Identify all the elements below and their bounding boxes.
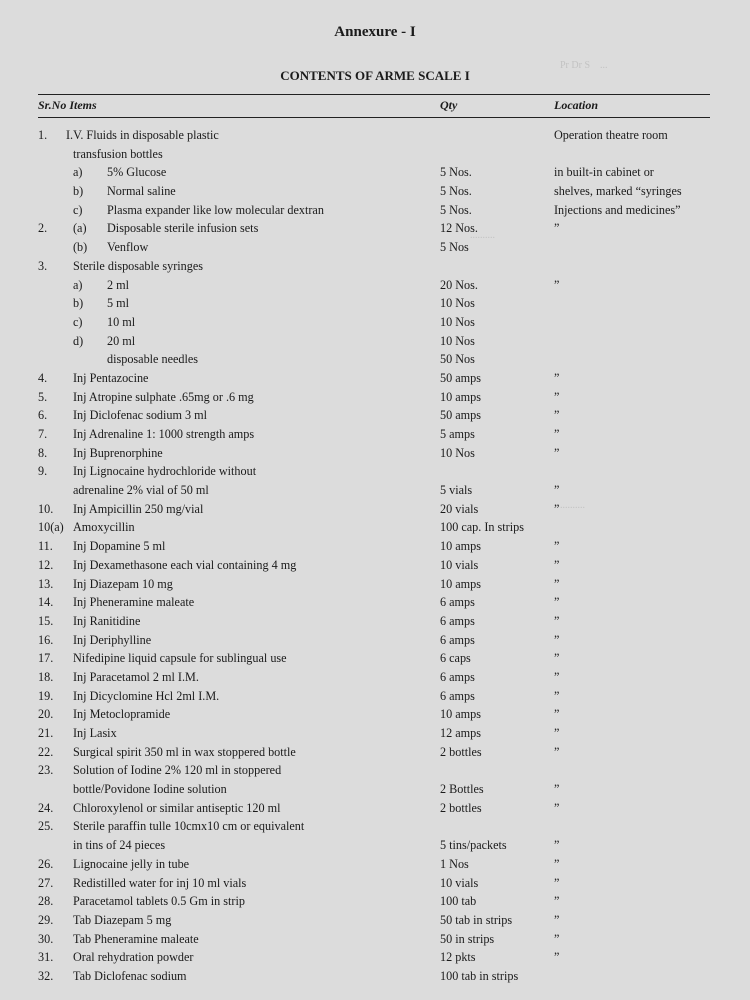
table-row [0,332,750,351]
item-quantity: 100 tab [440,894,477,909]
table-row [0,313,750,332]
table-row [0,817,750,836]
item-quantity: 12 amps [440,726,481,740]
item-subletter: c) [73,314,83,329]
item-description: Inj Buprenorphine [73,445,163,460]
item-description: Inj Dexamethasone each vial containing 4 mg [73,557,297,572]
table-row [0,481,750,500]
item-quantity: 10 Nos [440,314,475,329]
table-row [0,855,750,874]
item-quantity: 20 Nos. [440,277,478,292]
item-description: 5 ml [107,296,130,311]
table-row [0,500,750,519]
table-row [0,724,750,743]
item-quantity: 6 amps [440,595,475,610]
item-quantity: 50 in strips [440,931,495,946]
item-quantity: 6 caps [440,651,471,666]
item-location: ” [554,950,560,965]
table-row [0,201,750,220]
item-location: ” [554,744,560,759]
item-description: adrenaline 2% vial of 50 ml [73,483,209,498]
table-row [0,238,750,257]
item-description: transfusion bottles [73,146,163,161]
item-location: ” [554,651,560,666]
table-row [0,145,750,164]
item-location: ” [554,800,560,815]
item-description: Solution of Iodine 2% 120 ml in stoppered [73,763,282,778]
item-location: ” [554,931,560,946]
item-number: 29. [38,912,54,927]
item-quantity: 50 amps [440,370,481,385]
item-quantity: 10 amps [440,389,481,404]
item-subletter: (a) [73,221,87,236]
item-number: 11. [38,539,53,554]
item-quantity: 6 amps [440,613,475,628]
item-quantity: 10 Nos [440,333,475,348]
item-description: Tab Diazepam 5 mg [73,912,172,927]
table-row [0,425,750,444]
item-subletter: (b) [73,240,88,255]
table-row [0,126,750,145]
item-number: 19. [38,688,54,703]
item-description: Plasma expander like low molecular dextran [107,202,324,217]
item-location: ” [554,875,560,890]
item-location: ” [554,483,560,498]
item-quantity: 20 vials [440,501,479,516]
header-top-rule [38,94,710,95]
item-quantity: 12 pkts [440,950,476,965]
table-row [0,444,750,463]
item-quantity: 10 Nos [440,445,475,460]
item-description: Inj Atropine sulphate .65mg or .6 mg [73,389,254,404]
item-location: ” [554,557,560,572]
item-location: ” [554,669,560,684]
item-quantity: 10 vials [440,557,479,572]
table-row [0,874,750,893]
item-description: Nifedipine liquid capsule for sublingual use [73,651,287,666]
table-row [0,930,750,949]
item-subletter: c) [73,202,83,217]
table-row [0,219,750,238]
item-number: 23. [38,763,54,778]
item-description: Disposable sterile infusion sets [107,221,259,236]
table-row [0,462,750,481]
item-number: 30. [38,931,54,946]
item-subletter: d) [73,333,84,348]
item-location: in built-in cabinet or [554,165,654,180]
item-location: ” [554,894,560,909]
item-description: disposable needles [107,352,199,367]
item-quantity: 50 tab in strips [440,912,513,927]
item-description: Sterile disposable syringes [73,258,203,273]
item-location: ” [554,389,560,404]
column-header-items: Sr.No Items [38,98,97,112]
item-description: Inj Ampicillin 250 mg/vial [73,501,204,516]
item-location: ” [554,688,560,703]
item-location: ” [554,856,560,871]
table-row [0,761,750,780]
item-location: ” [554,277,560,292]
table-row [0,799,750,818]
table-row [0,948,750,967]
item-location: ” [554,408,560,423]
item-number: 21. [38,726,54,740]
item-description: 5% Glucose [107,165,167,180]
item-number: 5. [38,389,48,404]
item-description: Inj Lasix [73,726,117,740]
item-number: 24. [38,800,54,815]
contents-table [0,126,750,986]
item-description: Normal saline [107,184,176,199]
item-subletter: b) [73,184,84,199]
item-number: 13. [38,576,54,591]
table-row [0,257,750,276]
table-row [0,911,750,930]
item-number: 7. [38,427,48,441]
item-quantity: 5 Nos. [440,184,472,199]
table-row [0,967,750,986]
item-subletter: a) [73,165,83,180]
table-row [0,631,750,650]
item-quantity: 6 amps [440,632,475,647]
item-location: ” [554,595,560,610]
item-description: Oral rehydration powder [73,950,194,965]
item-quantity: 100 tab in strips [440,968,519,983]
item-description: Inj Metoclopramide [73,707,171,722]
item-quantity: 5 vials [440,483,473,498]
table-row [0,163,750,182]
table-row [0,649,750,668]
table-row [0,892,750,911]
item-description: Inj Diclofenac sodium 3 ml [73,408,208,423]
item-quantity: 10 amps [440,539,481,554]
item-description: Redistilled water for inj 10 ml vials [73,875,247,890]
table-row [0,668,750,687]
item-description: 2 ml [107,277,130,292]
item-quantity: 50 Nos [440,352,475,367]
item-number: 17. [38,651,54,666]
item-number: 25. [38,819,54,834]
item-description: Inj Dopamine 5 ml [73,539,166,554]
item-location: ” [554,501,560,516]
table-row [0,276,750,295]
table-row [0,406,750,425]
item-number: 22. [38,744,54,759]
item-location: ” [554,838,560,853]
table-row [0,705,750,724]
item-number: 4. [38,370,48,385]
item-number: 14. [38,595,54,610]
table-row [0,780,750,799]
column-header-qty: Qty [440,98,458,112]
item-quantity: 5 amps [440,427,475,441]
item-quantity: 5 Nos [440,240,469,255]
item-description: Inj Lignocaine hydrochloride without [73,464,257,479]
table-row [0,388,750,407]
item-location: ” [554,427,560,441]
item-quantity: 2 Bottles [440,782,484,797]
item-description: Inj Pentazocine [73,370,149,385]
item-description: Tab Pheneramine maleate [73,931,199,946]
item-quantity: 2 bottles [440,744,482,759]
item-number: 15. [38,613,54,628]
item-quantity: 50 amps [440,408,481,423]
table-row [0,537,750,556]
header-bottom-rule [38,117,710,118]
item-location: shelves, marked “syringes [554,184,682,199]
table-row [0,743,750,762]
item-number: 6. [38,408,48,423]
bleed-through-texture: Pr Dr S ... [560,60,608,71]
item-quantity: 100 cap. In strips [440,520,524,535]
item-description: Inj Dicyclomine Hcl 2ml I.M. [73,688,220,703]
item-number: 1. [38,128,48,142]
bleed-through-texture: .......... [560,500,585,511]
item-quantity: 5 tins/packets [440,838,507,853]
bleed-through-texture: .......... [470,230,495,241]
item-number: 32. [38,968,54,983]
item-description: Inj Diazepam 10 mg [73,576,173,591]
item-description: 20 ml [107,333,136,348]
item-quantity: 1 Nos [440,856,469,871]
item-description: Surgical spirit 350 ml in wax stoppered bottle [73,744,296,759]
item-number: 9. [38,464,48,479]
item-quantity: 10 amps [440,707,481,722]
item-number: 10. [38,501,54,516]
item-location: ” [554,445,560,460]
item-quantity: 2 bottles [440,800,482,815]
item-location: ” [554,726,560,740]
item-description: Amoxycillin [73,520,135,535]
item-number: 20. [38,707,54,722]
item-description: Inj Deriphylline [73,632,152,647]
item-description: Tab Diclofenac sodium [73,968,187,983]
item-location: Operation theatre room [554,128,668,142]
item-number: 12. [38,557,54,572]
table-row [0,294,750,313]
item-quantity: 5 Nos. [440,165,472,180]
table-row [0,350,750,369]
item-quantity: 12 Nos. [440,221,478,236]
item-location: Injections and medicines” [554,202,681,217]
table-row [0,575,750,594]
item-number: 18. [38,669,54,684]
item-number: 10(a) [38,520,64,535]
item-location: ” [554,632,560,647]
item-description: I.V. Fluids in disposable plastic [66,128,219,142]
item-description: Inj Pheneramine maleate [73,595,195,610]
column-header-location: Location [554,98,598,112]
item-description: Sterile paraffin tulle 10cmx10 cm or equivalent [73,819,305,834]
item-number: 27. [38,875,54,890]
table-row [0,593,750,612]
item-quantity: 10 Nos [440,296,475,311]
item-description: bottle/Povidone Iodine solution [73,782,227,797]
item-subletter: a) [73,277,83,292]
table-title: CONTENTS OF ARME SCALE I [280,68,470,83]
item-description: Inj Adrenaline 1: 1000 strength amps [73,427,255,441]
item-quantity: 6 amps [440,688,475,703]
item-number: 3. [38,258,48,273]
item-number: 8. [38,445,48,460]
table-row [0,556,750,575]
item-description: Paracetamol tablets 0.5 Gm in strip [73,894,245,909]
item-description: Chloroxylenol or similar antiseptic 120 ml [73,800,281,815]
item-number: 28. [38,894,54,909]
table-row [0,687,750,706]
item-quantity: 5 Nos. [440,202,472,217]
table-row [0,182,750,201]
item-description: Venflow [107,240,149,255]
item-subletter: b) [73,296,84,311]
item-location: ” [554,370,560,385]
item-quantity: 10 vials [440,875,479,890]
table-row [0,612,750,631]
item-description: in tins of 24 pieces [73,838,166,853]
page-title: Annexure - I [334,24,416,40]
item-number: 2. [38,221,48,236]
item-location: ” [554,221,560,236]
item-number: 31. [38,950,54,965]
item-location: ” [554,539,560,554]
table-row [0,836,750,855]
item-location: ” [554,912,560,927]
item-location: ” [554,576,560,591]
item-quantity: 6 amps [440,669,475,684]
item-description: Lignocaine jelly in tube [73,856,190,871]
item-description: Inj Ranitidine [73,613,141,628]
table-row [0,369,750,388]
item-number: 16. [38,632,54,647]
item-quantity: 10 amps [440,576,481,591]
item-location: ” [554,613,560,628]
item-location: ” [554,782,560,797]
item-description: Inj Paracetamol 2 ml I.M. [73,669,199,684]
item-location: ” [554,707,560,722]
table-row [0,518,750,537]
item-number: 26. [38,856,54,871]
item-description: 10 ml [107,314,136,329]
